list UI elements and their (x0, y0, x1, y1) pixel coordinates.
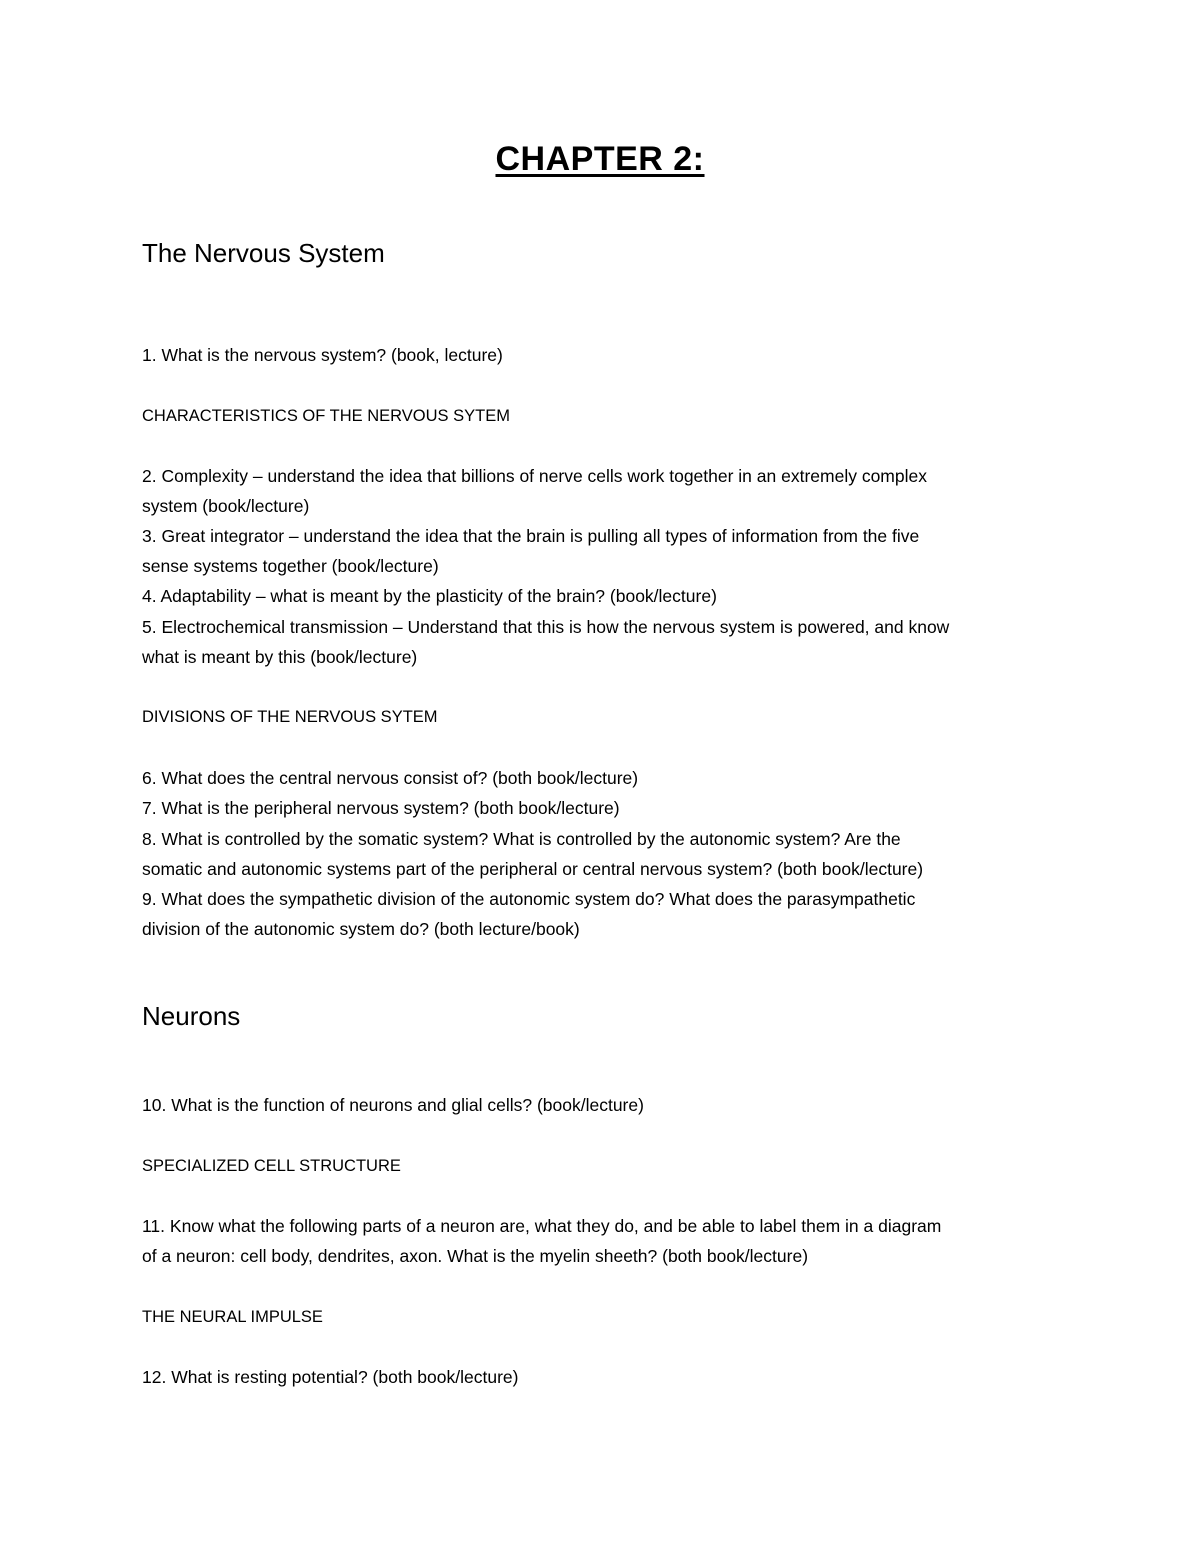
subheading-neural-impulse: THE NEURAL IMPULSE (142, 1308, 323, 1326)
section-heading-neurons: Neurons (142, 1001, 241, 1031)
question-11-line-1: 11. Know what the following parts of a neuron are, what they do, and be able to label them in a diagram (142, 1216, 942, 1236)
question-12: 12. What is resting potential? (both book/lecture) (142, 1367, 519, 1387)
question-5-line-2: what is meant by this (book/lecture) (142, 647, 418, 667)
subheading-characteristics: CHARACTERISTICS OF THE NERVOUS SYTEM (142, 407, 510, 425)
question-5-line-1: 5. Electrochemical transmission – Understand that this is how the nervous system is powered, and know (142, 617, 950, 637)
question-4: 4. Adaptability – what is meant by the plasticity of the brain? (book/lecture) (142, 586, 717, 606)
question-7: 7. What is the peripheral nervous system? (both book/lecture) (142, 798, 620, 818)
section-heading-nervous-system: The Nervous System (142, 238, 385, 268)
question-9-line-1: 9. What does the sympathetic division of the autonomic system do? What does the parasympathetic (142, 889, 916, 909)
subheading-divisions: DIVISIONS OF THE NERVOUS SYTEM (142, 708, 438, 726)
question-6: 6. What does the central nervous consist of? (both book/lecture) (142, 768, 639, 788)
chapter-title: CHAPTER 2: (495, 140, 705, 178)
subheading-specialized-cell-structure: SPECIALIZED CELL STRUCTURE (142, 1157, 401, 1175)
question-8-line-1: 8. What is controlled by the somatic system? What is controlled by the autonomic system? Are the (142, 829, 901, 849)
question-10: 10. What is the function of neurons and glial cells? (book/lecture) (142, 1095, 644, 1115)
question-1: 1. What is the nervous system? (book, lecture) (142, 345, 503, 365)
question-3-line-1: 3. Great integrator – understand the idea that the brain is pulling all types of information from the five (142, 526, 920, 546)
question-11-line-2: of a neuron: cell body, dendrites, axon. What is the myelin sheeth? (both book/lecture) (142, 1246, 809, 1266)
question-3-line-2: sense systems together (book/lecture) (142, 556, 439, 576)
question-8-line-2: somatic and autonomic systems part of the peripheral or central nervous system? (both book/lecture) (142, 859, 924, 879)
question-9-line-2: division of the autonomic system do? (both lecture/book) (142, 919, 580, 939)
question-2-line-1: 2. Complexity – understand the idea that billions of nerve cells work together in an extremely complex (142, 466, 927, 486)
question-2-line-2: system (book/lecture) (142, 496, 310, 516)
